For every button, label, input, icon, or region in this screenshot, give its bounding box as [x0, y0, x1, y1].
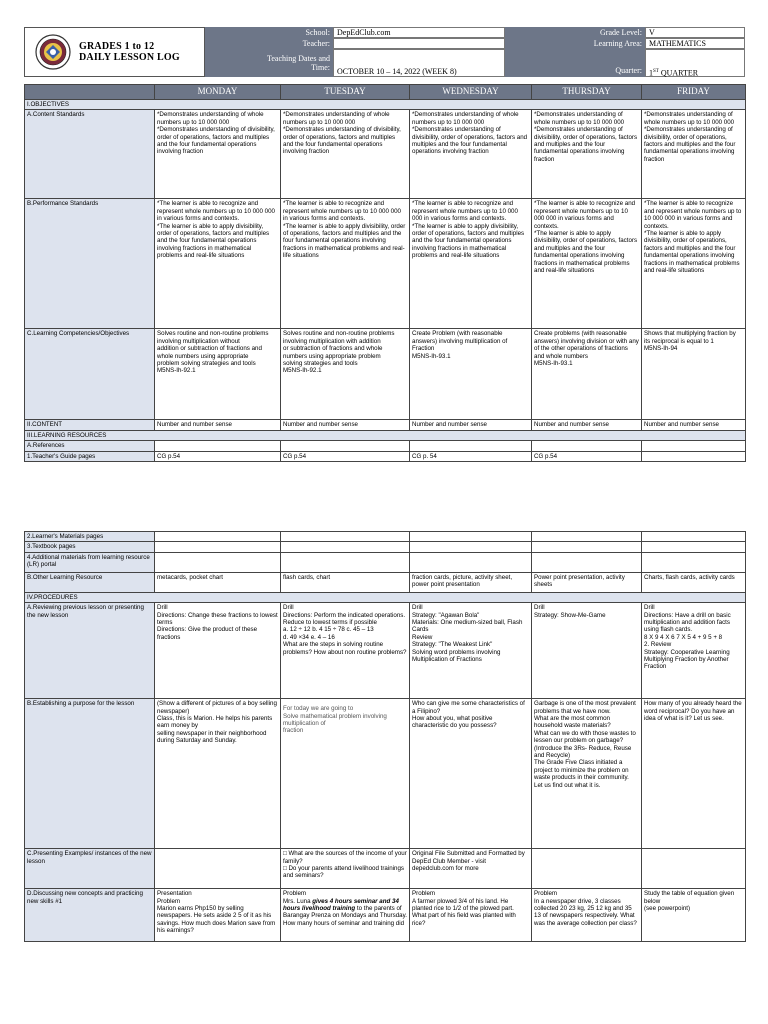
tg-pages-mon: CG p.54 — [155, 451, 281, 461]
header-title-line1: GRADES 1 to 12 — [79, 41, 155, 52]
other-resource-fri: Charts, flash cards, activity cards — [642, 572, 746, 592]
resources-heading: III.LEARNING RESOURCES — [25, 430, 746, 440]
header-info-grid — [205, 27, 745, 77]
competencies-row — [25, 329, 746, 420]
performance-standards-wed: *The learner is able to recognize and represent whole numbers up to 10 000 000 in various forms and contexts. *The learner is able to apply divisibility, order of operations, factors and multiples and the four fundamental operations involving fractions in mathematical problems and real-life situations — [410, 199, 532, 329]
other-resource-tue: flash cards, chart — [281, 572, 410, 592]
purpose-row — [25, 699, 746, 849]
performance-standards-mon: *The learner is able to recognize and represent whole numbers up to 10 000 000 in various forms and contexts. *The learner is able to apply divisibility, order of operations, factors and multiples and the four fundamental operations involving fractions in mathematical problems and real-life situations — [155, 199, 281, 329]
competencies-fri: Shows that multiplying fraction by its reciprocal is equal to 1 M5NS-Ih-94 — [642, 329, 746, 420]
examples-row — [25, 849, 746, 889]
discussing-label: D.Discussing new concepts and practicing new skills #1 — [25, 889, 155, 942]
lesson-table-part2 — [24, 531, 746, 942]
content-standards-row — [25, 110, 746, 199]
purpose-wed: Who can give me some characteristics of a Filipino? How about you, what positive characteristic do you possess? — [410, 699, 532, 849]
discussing-fri: Study the table of equation given below (see powerpoint) — [642, 889, 746, 942]
day-wednesday: WEDNESDAY — [410, 85, 532, 100]
additional-materials-row — [25, 552, 746, 572]
competencies-thu: Create problems (with reasonable answers) involving division or with any of the other operations of fractions and whole numbers M5NS-Ih-93.1 — [532, 329, 642, 420]
review-fri: Drill Directions: Have a drill on basic multiplication and addition facts using flash cards. 8 X 9 4 X 6 7 X 5 4 + 9 5 + 8 2. Review Strategy: Cooperative Learning Multiplying Fraction by Another Fraction — [642, 603, 746, 699]
tg-pages-thu: CG p.54 — [532, 451, 642, 461]
examples-wed: Original File Submitted and Formatted by DepEd Club Member - visit depedclub.com for more — [410, 849, 532, 889]
content-row — [25, 420, 746, 430]
day-tuesday: TUESDAY — [281, 85, 410, 100]
review-tue: Drill Directions: Perform the indicated operations. Reduce to lowest terms if possible a. 12 ÷ 12 b. 4 15 ÷ 78 c. 45 – 13 d. 49 ×34 e. 4 – 16 What are the steps in solving routine problems? How about non routine problems? — [281, 603, 410, 699]
competencies-wed: Create Problem (with reasonable answers) involving multiplication of Fraction M5NS-Ih-93.1 — [410, 329, 532, 420]
other-resource-row — [25, 572, 746, 592]
lesson-table-part1 — [24, 84, 746, 462]
examples-tue: □ What are the sources of the income of your family? □ Do your parents attend livelihood trainings and seminars? — [281, 849, 410, 889]
examples-fri — [642, 849, 746, 889]
dates-label: Teaching Dates and Time: — [205, 49, 333, 77]
review-label: A.Reviewing previous lesson or presenting the new lesson — [25, 603, 155, 699]
discussing-row — [25, 889, 746, 942]
learning-area-label: Learning Area: — [505, 38, 645, 49]
discussing-thu: Problem In a newspaper drive, 3 classes collected 20 23 kg, 25 12 kg and 35 13 of newspapers respectively. What was the average collection per class? — [532, 889, 642, 942]
corner-cell — [25, 85, 155, 100]
objectives-row — [25, 100, 746, 110]
content-standards-wed: *Demonstrates understanding of whole numbers up to 10 000 000 *Demonstrates understanding of divisibility, order of operations, factors and multiples and the four fundamental operations involving fraction — [410, 110, 532, 199]
resources-row — [25, 430, 746, 440]
additional-materials-label: 4.Additional materials from learning resource (LR) portal — [25, 552, 155, 572]
tg-pages-row — [25, 451, 746, 461]
tg-pages-tue: CG p.54 — [281, 451, 410, 461]
teacher-label: Teacher: — [205, 38, 333, 49]
day-header-row — [25, 85, 746, 100]
purpose-mon: (Show a different of pictures of a boy selling newspaper) Class, this is Marion. He helps his parents earn money by selling newspaper in their neighborhood during Saturday and Sunday. — [155, 699, 281, 849]
review-wed: Drill Strategy: "Agawan Bola" Materials: One medium-sized ball, Flash Cards Review Strategy: "The Weakest Link" Solving word problems involving Multiplication of Fractions — [410, 603, 532, 699]
references-label: A.References — [25, 441, 155, 451]
content-thu: Number and number sense — [532, 420, 642, 430]
day-monday: MONDAY — [155, 85, 281, 100]
review-mon: Drill Directions: Change these fractions to lowest terms Directions: Give the product of these fractions — [155, 603, 281, 699]
content-tue: Number and number sense — [281, 420, 410, 430]
content-label: II.CONTENT — [25, 420, 155, 430]
quarter-label: Quarter: — [505, 49, 645, 77]
discussing-tue: Problem Mrs. Luna gives 4 hours seminar and 34 hours livelihood training to the parents of Barangay Prenza on Mondays and Thursday. How many hours of seminar and training did — [281, 889, 410, 942]
teacher-value — [333, 38, 505, 49]
objectives-heading: I.OBJECTIVES — [25, 100, 746, 110]
review-thu: Drill Strategy: Show-Me-Game — [532, 603, 642, 699]
deped-seal-icon — [35, 34, 71, 70]
performance-standards-thu: *The learner is able to recognize and represent whole numbers up to 10 000 000 in various forms and contexts. *The learner is able to apply divisibility, order of operations, factors and multiples and the four fundamental operations involving fractions in mathematical problems and real-life situations — [532, 199, 642, 329]
purpose-label: B.Establishing a purpose for the lesson — [25, 699, 155, 849]
quarter-value: 1ST QUARTER — [645, 49, 745, 77]
lesson-log-header — [24, 27, 745, 77]
other-resource-wed: fraction cards, picture, activity sheet, power point presentation — [410, 572, 532, 592]
textbook-pages-label: 3.Textbook pages — [25, 542, 155, 552]
competencies-mon: Solves routine and non-routine problems involving multiplication without addition or subtraction of fractions and whole numbers using appropriate problem solving strategies and tools M5NS-Ih-92.1 — [155, 329, 281, 420]
title-block — [24, 27, 205, 77]
day-friday: FRIDAY — [642, 85, 746, 100]
discussing-wed: Problem A farmer plowed 3/4 of his land. He planted rice to 1/2 of the plowed part. What part of his field was planted with rice? — [410, 889, 532, 942]
content-standards-fri: *Demonstrates understanding of whole numbers up to 10 000 000 *Demonstrates understanding of divisibility, order of operations, factors and multiples and the four fundamental operations involving fraction — [642, 110, 746, 199]
grade-level-label: Grade Level: — [505, 27, 645, 38]
content-standards-mon: *Demonstrates understanding of whole numbers up to 10 000 000 *Demonstrates understanding of divisibility, order of operations, factors and multiples and the four fundamental operations involving fraction — [155, 110, 281, 199]
competencies-tue: Solves routine and non-routine problems involving multiplication with addition or subtraction of fractions and whole numbers using appropriate problem solving strategies and tools M5NS-Ih-92.1 — [281, 329, 410, 420]
school-label: School: — [205, 27, 333, 38]
content-mon: Number and number sense — [155, 420, 281, 430]
purpose-fri: How many of you already heard the word reciprocal? Do you have an idea of what is it? Let us see. — [642, 699, 746, 849]
procedures-row — [25, 592, 746, 602]
examples-thu — [532, 849, 642, 889]
content-standards-thu: *Demonstrates understanding of whole numbers up to 10 000 000 *Demonstrates understanding of divisibility, order of operations, factors and multiples and the four fundamental operations involving fraction — [532, 110, 642, 199]
day-thursday: THURSDAY — [532, 85, 642, 100]
school-value: DepEdClub.com — [333, 27, 505, 38]
examples-mon — [155, 849, 281, 889]
textbook-pages-row — [25, 542, 746, 552]
other-resource-label: B.Other Learning Resource — [25, 572, 155, 592]
content-wed: Number and number sense — [410, 420, 532, 430]
examples-label: C.Presenting Examples/ instances of the new lesson — [25, 849, 155, 889]
procedures-heading: IV.PROCEDURES — [25, 592, 746, 602]
performance-standards-row — [25, 199, 746, 329]
tg-pages-wed: CG p. 54 — [410, 451, 532, 461]
performance-standards-fri: *The learner is able to recognize and represent whole numbers up to 10 000 000 in various forms and contexts. *The learner is able to apply divisibility, order of operations, factors and multiples and the four fundamental operations involving fractions in mathematical problems and real-life situations — [642, 199, 746, 329]
purpose-thu: Garbage is one of the most prevalent problems that we have now. What are the most common household waste materials? What can we do with those wastes to lessen our problem on garbage? (Introduce the 3Rs- Reduce, Reuse and Recycle) The Grade Five Class initiated a project to minimize the problem on waste products in their community. Let us find out what it is. — [532, 699, 642, 849]
competencies-label: C.Learning Competencies/Objectives — [25, 329, 155, 420]
other-resource-thu: Power point presentation, activity sheets — [532, 572, 642, 592]
header-title-line2: DAILY LESSON LOG — [79, 52, 180, 63]
content-fri: Number and number sense — [642, 420, 746, 430]
discussing-mon: Presentation Problem Marion earns Php150 by selling newspapers. He sets aside 2 5 of it as his savings. How much does Marion save from his earnings? — [155, 889, 281, 942]
lm-pages-label: 2.Learner's Materials pages — [25, 532, 155, 542]
purpose-tue: For today we are going to Solve mathematical problem involving multiplication of fraction — [281, 699, 410, 849]
dates-value: OCTOBER 10 – 14, 2022 (WEEK 8) — [333, 49, 505, 77]
grade-level-value: V — [645, 27, 745, 38]
content-standards-tue: *Demonstrates understanding of whole numbers up to 10 000 000 *Demonstrates understanding of divisibility, order of operations, factors and multiples and the four fundamental operations involving fraction — [281, 110, 410, 199]
learning-area-value: MATHEMATICS — [645, 38, 745, 49]
other-resource-mon: metacards, pocket chart — [155, 572, 281, 592]
lm-pages-row — [25, 532, 746, 542]
references-row — [25, 441, 746, 451]
content-standards-label: A.Content Standards — [25, 110, 155, 199]
performance-standards-tue: *The learner is able to recognize and represent whole numbers up to 10 000 000 in various forms and contexts. *The learner is able to apply divisibility, order of operations, factors and multiples and the four fundamental operations involving fractions in mathematical problems and real-life situations — [281, 199, 410, 329]
tg-pages-label: 1.Teacher's Guide pages — [25, 451, 155, 461]
review-row — [25, 603, 746, 699]
tg-pages-fri — [642, 451, 746, 461]
performance-standards-label: B.Performance Standards — [25, 199, 155, 329]
